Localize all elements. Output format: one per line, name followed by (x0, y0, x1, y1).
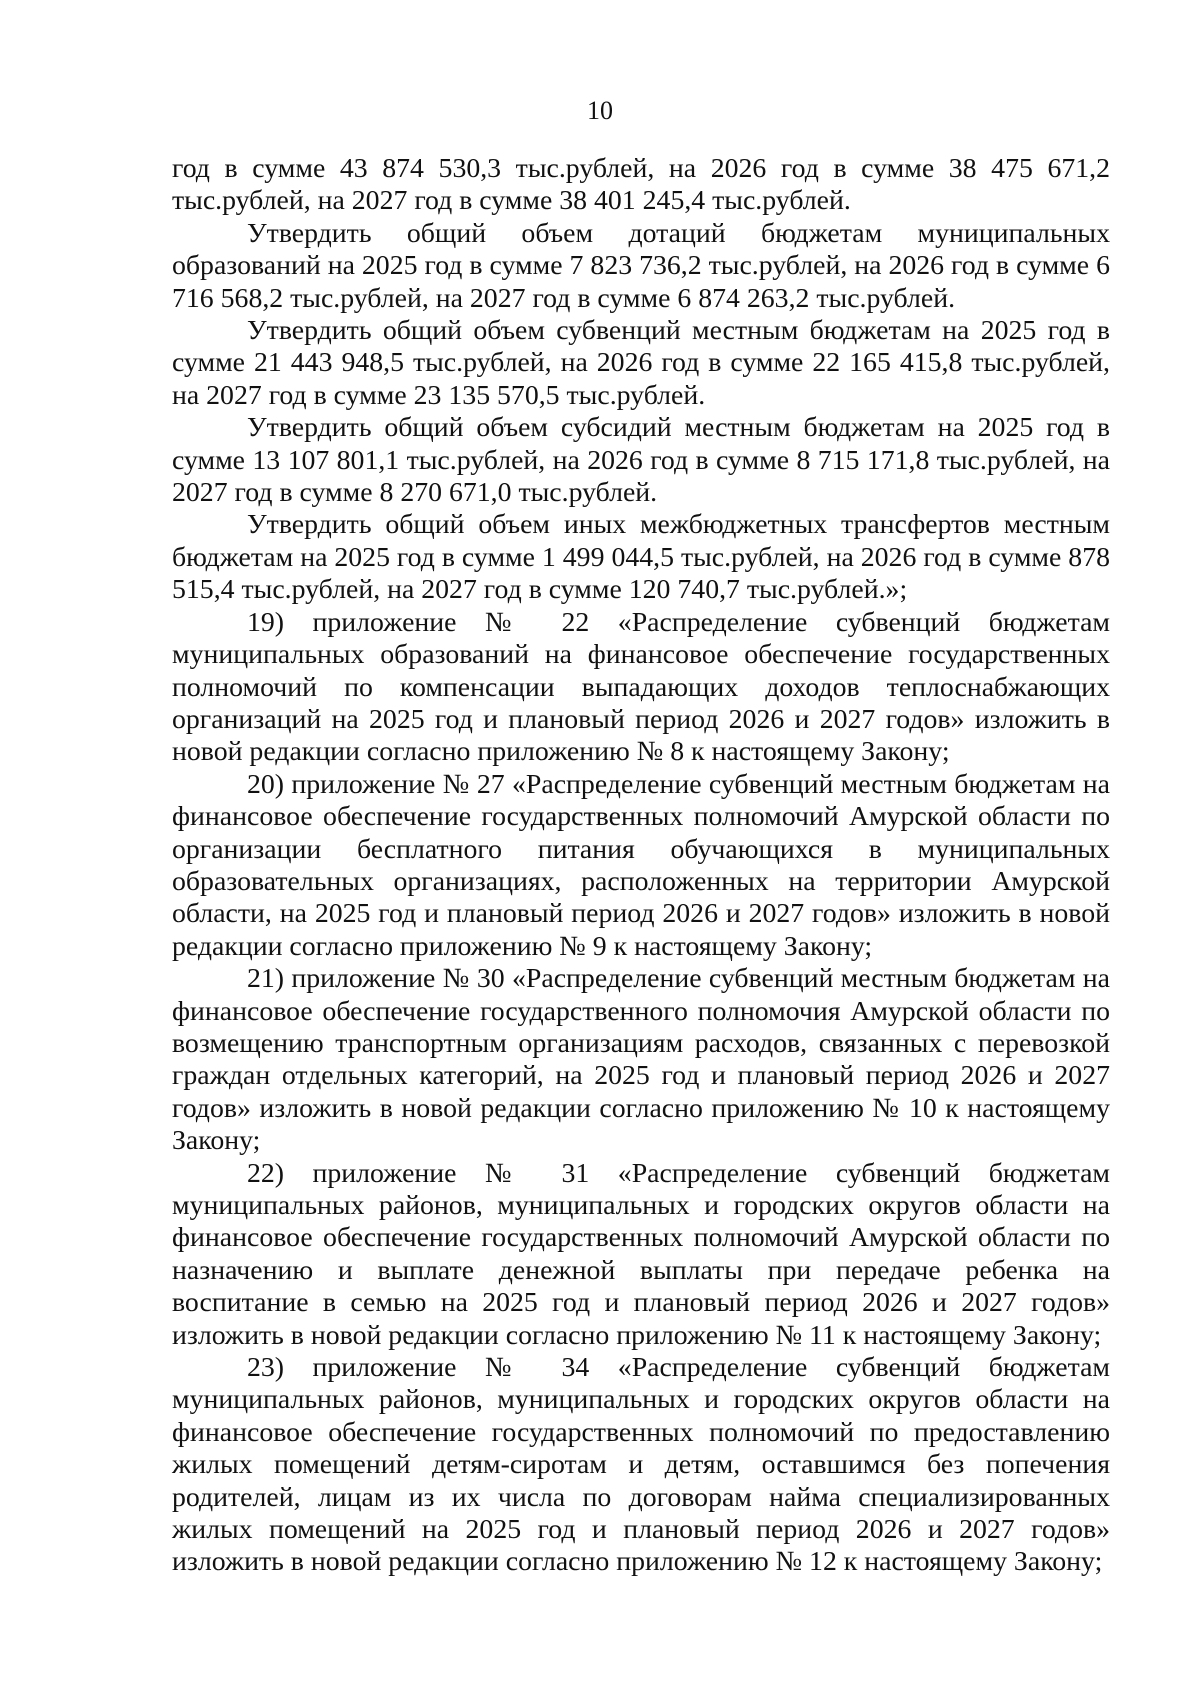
paragraph-subventions: Утвердить общий объем субвенций местным бюджетам на 2025 год в сумме 21 443 948,5 тыс.рублей, на 2026 год в сумме 22 165 415,8 тыс.рублей, на 2027 год в сумме 23 135 570,5 тыс.рублей. (172, 315, 1110, 411)
paragraph-item-22: 22) приложение № 31 «Распределение субвенций бюджетам муниципальных районов, муниципальных и городских округов области на финансовое обеспечение государственных полномочий Амурской области по назначению и выплате денежной выплаты при передаче ребенка на воспитание в семью на 2025 год и плановый период 2026 и 2027 годов» изложить в новой редакции согласно приложению № 11 к настоящему Закону; (172, 1157, 1110, 1351)
paragraph-item-20: 20) приложение № 27 «Распределение субвенций местным бюджетам на финансовое обеспечение государственных полномочий Амурской области по организации бесплатного питания обучающихся в муниципальных образовательных организациях, расположенных на территории Амурской области, на 2025 год и плановый период 2026 и 2027 годов» изложить в новой редакции согласно приложению № 9 к настоящему Закону; (172, 768, 1110, 962)
paragraph-continuation: год в сумме 43 874 530,3 тыс.рублей, на 2026 год в сумме 38 475 671,2 тыс.рублей, на 2027 год в сумме 38 401 245,4 тыс.рублей. (172, 153, 1110, 217)
paragraph-item-23: 23) приложение № 34 «Распределение субвенций бюджетам муниципальных районов, муниципальных и городских округов области на финансовое обеспечение государственных полномочий по предоставлению жилых помещений детям-сиротам и детям, оставшимся без попечения родителей, лицам из их числа по договорам найма специализированных жилых помещений на 2025 год и плановый период 2026 и 2027 годов» изложить в новой редакции согласно приложению № 12 к настоящему Закону; (172, 1352, 1110, 1578)
page-number: 10 (587, 96, 613, 125)
paragraph-other-transfers: Утвердить общий объем иных межбюджетных трансфертов местным бюджетам на 2025 год в сумме 1 499 044,5 тыс.рублей, на 2026 год в сумме 878 515,4 тыс.рублей, на 2027 год в сумме 120 740,7 тыс.рублей.»; (172, 509, 1110, 606)
document-body (172, 153, 1110, 1579)
paragraph-dotations: Утвердить общий объем дотаций бюджетам муниципальных образований на 2025 год в сумме 7 823 736,2 тыс.рублей, на 2026 год в сумме 6 716 568,2 тыс.рублей, на 2027 год в сумме 6 874 263,2 тыс.рублей. (172, 217, 1110, 314)
paragraph-item-19: 19) приложение № 22 «Распределение субвенций бюджетам муниципальных образований на финансовое обеспечение государственных полномочий по компенсации выпадающих доходов теплоснабжающих организаций на 2025 год и плановый период 2026 и 2027 годов» изложить в новой редакции согласно приложению № 8 к настоящему Закону; (172, 606, 1110, 768)
paragraph-item-21: 21) приложение № 30 «Распределение субвенций местным бюджетам на финансовое обеспечение государственного полномочия Амурской области по возмещению транспортным организациям расходов, связанных с перевозкой граждан отдельных категорий, на 2025 год и плановый период 2026 и 2027 годов» изложить в новой редакции согласно приложению № 10 к настоящему Закону; (172, 963, 1110, 1157)
paragraph-subsidies: Утвердить общий объем субсидий местным бюджетам на 2025 год в сумме 13 107 801,1 тыс.рублей, на 2026 год в сумме 8 715 171,8 тыс.рублей, на 2027 год в сумме 8 270 671,0 тыс.рублей. (172, 412, 1110, 509)
